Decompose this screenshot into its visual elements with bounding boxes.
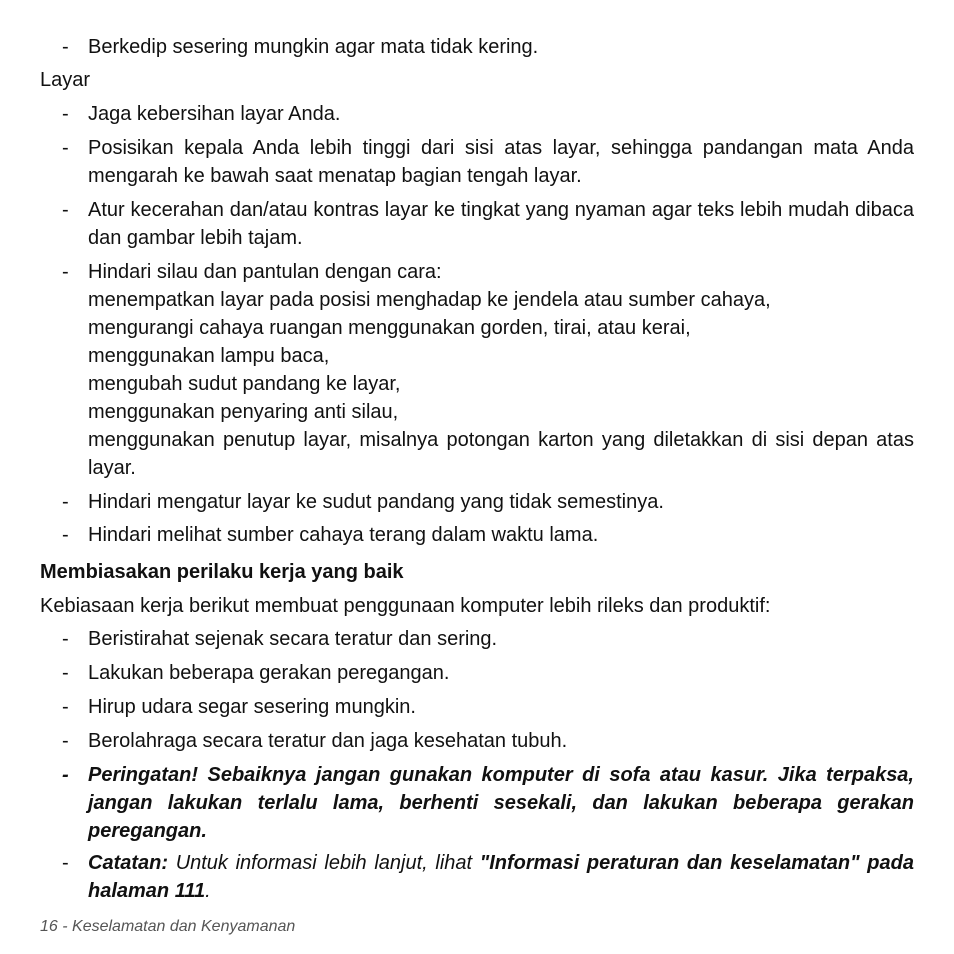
bullet-dash: - bbox=[62, 852, 69, 874]
glare-intro: Hindari silau dan pantulan dengan cara: bbox=[88, 261, 442, 283]
list-item-text bbox=[88, 258, 914, 482]
glare-line: mengubah sudut pandang ke layar, bbox=[88, 373, 401, 395]
bullet-dash: - bbox=[62, 261, 69, 283]
bullet-dash: - bbox=[62, 730, 69, 752]
list-item-text: Lakukan beberapa gerakan peregangan. bbox=[88, 662, 450, 684]
list-item-text: Hindari mengatur layar ke sudut pandang yang tidak semestinya. bbox=[88, 491, 664, 513]
warning-text: Peringatan! Sebaiknya jangan gunakan komputer di sofa atau kasur. Jika terpaksa, jangan lakukan terlalu lama, berhenti sesekali, dan lakukan beberapa gerakan peregangan. bbox=[88, 764, 914, 842]
bullet-dash: - bbox=[62, 524, 69, 546]
glare-line: menggunakan penutup layar, misalnya potongan karton yang diletakkan di sisi depan atas layar. bbox=[88, 429, 914, 479]
note-text bbox=[88, 849, 914, 905]
page-footer: 16 - Keselamatan dan Kenyamanan bbox=[40, 918, 296, 935]
glare-line: menggunakan penyaring anti silau, bbox=[88, 401, 399, 423]
bullet-dash: - bbox=[62, 103, 69, 125]
note-body: Untuk informasi lebih lanjut, lihat bbox=[168, 852, 480, 874]
bullet-dash: - bbox=[62, 662, 69, 684]
glare-line: menempatkan layar pada posisi menghadap ke jendela atau sumber cahaya, bbox=[88, 289, 771, 311]
bullet-dash: - bbox=[62, 36, 69, 58]
bullet-dash: - bbox=[62, 628, 69, 650]
bullet-dash: - bbox=[62, 491, 69, 513]
list-item-text: Jaga kebersihan layar Anda. bbox=[88, 103, 341, 125]
note-reference: "Informasi peraturan dan keselamatan" pada halaman 111 bbox=[88, 852, 914, 902]
glare-line: menggunakan lampu baca, bbox=[88, 345, 330, 367]
list-item-text: Hirup udara segar sesering mungkin. bbox=[88, 696, 416, 718]
bullet-dash: - bbox=[62, 199, 69, 221]
note-end: . bbox=[205, 880, 211, 902]
list-item-text: Atur kecerahan dan/atau kontras layar ke tingkat yang nyaman agar teks lebih mudah dibaca dan gambar lebih tajam. bbox=[88, 199, 914, 249]
section-intro: Kebiasaan kerja berikut membuat penggunaan komputer lebih rileks dan produktif: bbox=[40, 595, 771, 617]
section-title: Layar bbox=[40, 69, 91, 91]
note-label: Catatan: bbox=[88, 852, 169, 874]
list-item-text: Berkedip sesering mungkin agar mata tidak kering. bbox=[88, 36, 539, 58]
list-item-text: Posisikan kepala Anda lebih tinggi dari sisi atas layar, sehingga pandangan mata Anda mengarah ke bawah saat menatap bagian tengah layar. bbox=[88, 137, 914, 187]
list-item-text: Beristirahat sejenak secara teratur dan sering. bbox=[88, 628, 498, 650]
bullet-dash: - bbox=[62, 137, 69, 159]
list-item-text: Berolahraga secara teratur dan jaga kesehatan tubuh. bbox=[88, 730, 568, 752]
glare-line: mengurangi cahaya ruangan menggunakan gorden, tirai, atau kerai, bbox=[88, 317, 691, 339]
section-heading: Membiasakan perilaku kerja yang baik bbox=[40, 561, 404, 583]
bullet-dash: - bbox=[62, 764, 69, 786]
bullet-dash: - bbox=[62, 696, 69, 718]
list-item-text: Hindari melihat sumber cahaya terang dalam waktu lama. bbox=[88, 524, 599, 546]
